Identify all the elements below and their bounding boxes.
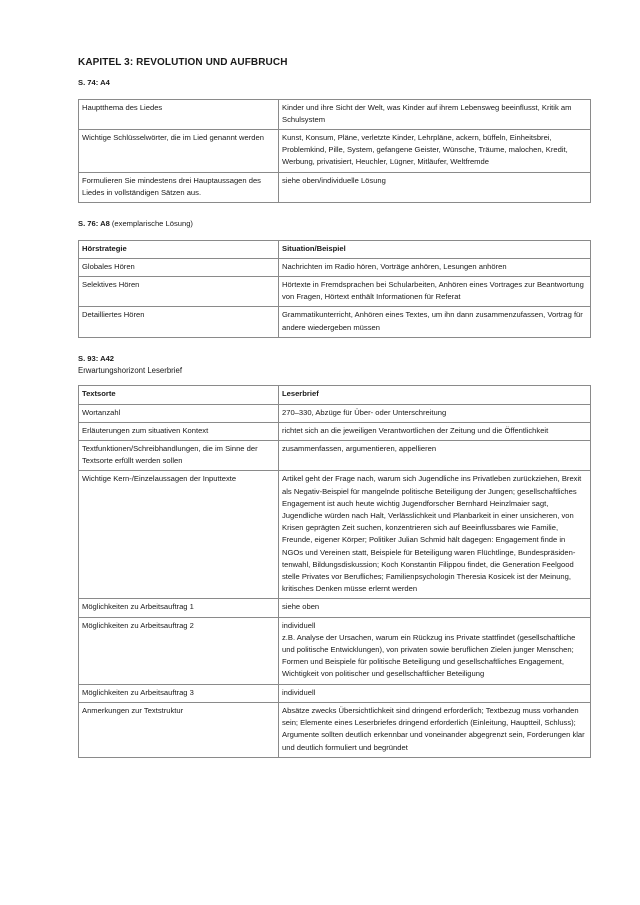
table-row	[79, 99, 591, 129]
header-cell-right: Leserbrief	[279, 386, 591, 404]
section-3-subtitle: Erwartungshorizont Leserbrief	[78, 365, 183, 375]
cell-right: siehe oben	[279, 599, 591, 617]
document-page	[78, 56, 596, 774]
table-row	[79, 307, 591, 337]
table-row	[79, 130, 591, 173]
table-header-row	[79, 240, 591, 258]
cell-right: richtet sich an die jeweiligen Verantwortlichen der Zeitung und die Öffentlichkeit	[279, 422, 591, 440]
cell-left: Wichtige Kern-/Einzelaussagen der Inputtexte	[79, 471, 279, 599]
cell-left: Detailliertes Hören	[79, 307, 279, 337]
cell-right: Kunst, Konsum, Pläne, verletzte Kinder, Lehrpläne, ackern, büffeln, Einheitsbrei, Problemkind, Pille, System, gefangene Geister, Wünsche, Träume, malochen, Kredit, Werbung, privatisiert, Heuchler, Lügner, Mitläufer, Weltfremde	[279, 130, 591, 173]
cell-right: zusammenfassen, argumentieren, appellieren	[279, 441, 591, 471]
table-row	[79, 258, 591, 276]
cell-left: Anmerkungen zur Textstruktur	[79, 702, 279, 757]
header-cell-left: Textsorte	[79, 386, 279, 404]
chapter-title: KAPITEL 3: REVOLUTION UND AUFBRUCH	[78, 57, 288, 68]
cell-left: Wichtige Schlüsselwörter, die im Lied genannt werden	[79, 130, 279, 173]
table-row	[79, 172, 591, 202]
cell-left: Wortanzahl	[79, 404, 279, 422]
cell-right: Kinder und ihre Sicht der Welt, was Kinder auf ihrem Lebensweg beeinflusst, Kritik am Schulsystem	[279, 99, 591, 129]
cell-right: Artikel geht der Frage nach, warum sich Jugendliche ins Privatleben zurückziehen, Brexit als Negativ-Beispiel für mangelnde politische Beteiligung der Jungen; gesellschaftliches Engagement ist auch heute wichtig Jugendforscher Bernhard Heinzlmaier sagt, Jugendliche würden nach Halt, Verlässlichkeit und Planbarkeit in einer unsicheren, von Krisen geprägten Zeit suchen, konzentrieren sich auf Beeinflussbares wie Familie, Freunde, eigener Körper; Politiker Julian Schmid hält dagegen: Engagement finde in NGOs und Vereinen statt, Beispiele für Beteiligung waren Flüchtlinge, Bundespräsidentenwahl, Bildungsdiskussion; Koch Konstantin Filippou findet, die Generation Feelgood stelle Privates vor Berufliches; Familienpsychologin Theresia Kosicek ist der Meinung, kritisches Denken müsse erlernt werden	[279, 471, 591, 599]
cell-right: Nachrichten im Radio hören, Vorträge anhören, Lesungen anhören	[279, 258, 591, 276]
table-header-row	[79, 386, 591, 404]
table-row	[79, 599, 591, 617]
cell-right: Absätze zwecks Übersichtlichkeit sind dringend erforderlich; Textbezug muss vorhanden sein; Elemente eines Leserbriefes dringend erforderlich (Einleitung, Hauptteil, Schluss); Argumente sollten deutlich erkennbar und voneinander abgegrenzt sein, Forderungen klar und deutlich formuliert und begründet	[279, 702, 591, 757]
cell-left: Hauptthema des Liedes	[79, 99, 279, 129]
table-row	[79, 684, 591, 702]
table-song-analysis	[78, 99, 591, 203]
header-cell-left: Hörstrategie	[79, 240, 279, 258]
section-1-label: S. 74: A4	[78, 78, 110, 87]
cell-right: individuell z.B. Analyse der Ursachen, warum ein Rückzug ins Private stattfindet (gesellschaftliche und politische Entwicklungen), von privaten sowie beruflichen Zielen junger Menschen; Formen und Beispiele für politische Beteiligung und gesellschaftliches Engagement, Wichtigkeit von politischer und gesellschaftlicher Beteiligung	[279, 617, 591, 684]
header-cell-right: Situation/Beispiel	[279, 240, 591, 258]
table-row	[79, 702, 591, 757]
cell-left: Selektives Hören	[79, 277, 279, 307]
cell-left: Erläuterungen zum situativen Kontext	[79, 422, 279, 440]
cell-right: 270–330, Abzüge für Über- oder Unterschreitung	[279, 404, 591, 422]
section-2-label-note: (exemplarische Lösung)	[109, 219, 193, 229]
cell-right: Hörtexte in Fremdsprachen bei Schularbeiten, Anhören eines Vortrages zur Beantwortung von Fragen, Hörtext enthält Informationen für Referat	[279, 277, 591, 307]
table-listening-strategies	[78, 240, 591, 338]
cell-right: individuell	[279, 684, 591, 702]
cell-right: siehe oben/individuelle Lösung	[279, 172, 591, 202]
cell-left: Formulieren Sie mindestens drei Hauptaussagen des Liedes in vollständigen Sätzen aus.	[79, 172, 279, 202]
table-row	[79, 441, 591, 471]
table-letter-rubric	[78, 385, 591, 757]
cell-left: Globales Hören	[79, 258, 279, 276]
table-row	[79, 471, 591, 599]
section-2-label	[78, 219, 596, 230]
table-row	[79, 422, 591, 440]
cell-left: Möglichkeiten zu Arbeitsauftrag 2	[79, 617, 279, 684]
cell-left: Möglichkeiten zu Arbeitsauftrag 1	[79, 599, 279, 617]
cell-right: Grammatikunterricht, Anhören eines Textes, um ihn dann zusammenzufassen, Vortrag für andere wiedergeben müssen	[279, 307, 591, 337]
section-2-label-bold: S. 76: A8	[78, 219, 110, 229]
table-row	[79, 404, 591, 422]
section-3-label: S. 93: A42	[78, 353, 115, 363]
cell-left: Textfunktionen/Schreibhandlungen, die im Sinne der Textsorte erfüllt werden sollen	[79, 441, 279, 471]
cell-left: Möglichkeiten zu Arbeitsauftrag 3	[79, 684, 279, 702]
table-row	[79, 277, 591, 307]
table-row	[79, 617, 591, 684]
